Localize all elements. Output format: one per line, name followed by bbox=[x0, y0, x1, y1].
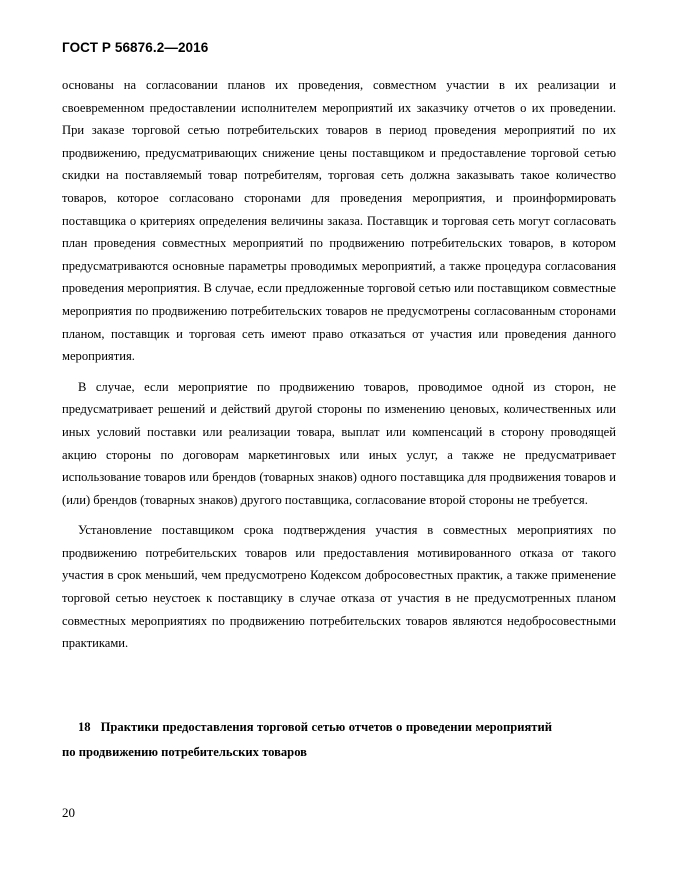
paragraph-unfair-practices: Установление поставщиком срока подтверждения участия в совместных мероприятиях по продвижению потребительских товаров или предоставления мотивированного отказа от такого участия в срок меньший, чем предусмотрено Кодексом добросовестных практик, а также применение торговой сетью неустоек к поставщику в случае отказа от участия в не предусмотренных планом совместных мероприятиях по продвижению потребительских товаров являются недобросовестными практиками. bbox=[62, 523, 616, 651]
standard-code-header: ГОСТ Р 56876.2—2016 bbox=[62, 40, 209, 55]
paragraph-continuation: основаны на согласовании планов их проведения, совместном участии в их реализации и своевременном предоставлении исполнителем мероприятий их заказчику отчетов о их проведении. При заказе торговой сетью потребительских товаров в период проведения мероприятий по их продвижению, предусматривающих снижение цены поставщиком и предоставление торговой сетью скидки на поставляемый товар потребителям, торговая сеть должна заказывать такое количество товаров, которое согласовано сторонами для проведения мероприятия, и проинформировать поставщика о критериях определения величины заказа. Поставщик и торговая сеть могут согласовать план проведения совместных мероприятий по продвижению потребительских товаров, в котором предусматриваются основные параметры проводимых мероприятий, а также процедура согласования проведения мероприятия. В случае, если предложенные торговой сетью или поставщиком совместные мероприятия по продвижению потребительских товаров не предусмотрены согласованным сторонами планом, поставщик и торговая сеть имеют право отказаться от участия или проведения данного мероприятия. bbox=[62, 78, 616, 364]
paragraph-promotion-exception: В случае, если мероприятие по продвижению товаров, проводимое одной из сторон, не предусматривает решений и действий другой стороны по изменению ценовых, количественных или иных условий поставки или реализации товара, выплат или компенсаций в сторону проводящей акцию стороны по договорам маркетинговых или иных услуг, а также не предусматривает использование товаров или брендов (товарных знаков) одного поставщика для продвижения товаров и (или) брендов (товарных знаков) другого поставщика, согласование второй стороны не требуется. bbox=[62, 379, 616, 507]
page-number: 20 bbox=[62, 805, 75, 820]
section-title-text: Практики предоставления торговой сетью отчетов о проведении мероприятий по продвижению потребительских товаров bbox=[62, 720, 552, 759]
body-text bbox=[62, 74, 616, 655]
section-heading bbox=[62, 715, 552, 765]
section-number: 18 bbox=[78, 720, 91, 734]
